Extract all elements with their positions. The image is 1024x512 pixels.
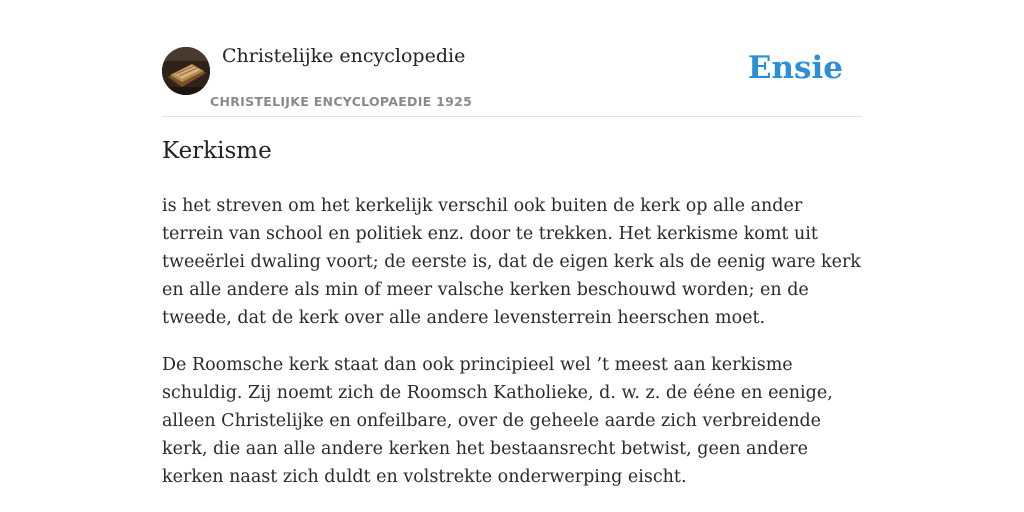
article-body xyxy=(162,192,862,510)
article-title: Kerkisme xyxy=(162,138,272,164)
page-container xyxy=(162,0,862,487)
avatar[interactable] xyxy=(162,47,210,95)
article-paragraph: De Roomsche kerk staat dan ook principieel wel ’t meest aan kerkisme schuldig. Zij noemt zich de Roomsch Katholieke, d. w. z. de ééne en eenige, alleen Christelijke en onfeilbare, over de geheele aarde zich verbreidende kerk, die aan alle andere kerken het bestaansrecht betwist, geen andere kerken naast zich duldt en volstrekte onderwerping eischt. xyxy=(162,355,833,487)
book-photo-icon xyxy=(162,47,210,95)
brand-logo-link[interactable]: Ensie xyxy=(747,50,843,86)
source-title[interactable]: Christelijke encyclopedie xyxy=(222,45,466,67)
article-paragraph: is het streven om het kerkelijk verschil ook buiten de kerk op alle ander terrein van school en politiek enz. door te trekken. Het kerkisme komt uit tweeërlei dwaling voort; de eerste is, dat de eigen kerk als de eenig ware kerk en alle andere als min of meer valsche kerken beschouwd worden; en de tweede, dat de kerk over alle andere levensterrein heerschen moet. xyxy=(162,196,861,328)
source-subtitle: CHRISTELIJKE ENCYCLOPAEDIE 1925 xyxy=(210,94,473,109)
header xyxy=(162,0,862,117)
